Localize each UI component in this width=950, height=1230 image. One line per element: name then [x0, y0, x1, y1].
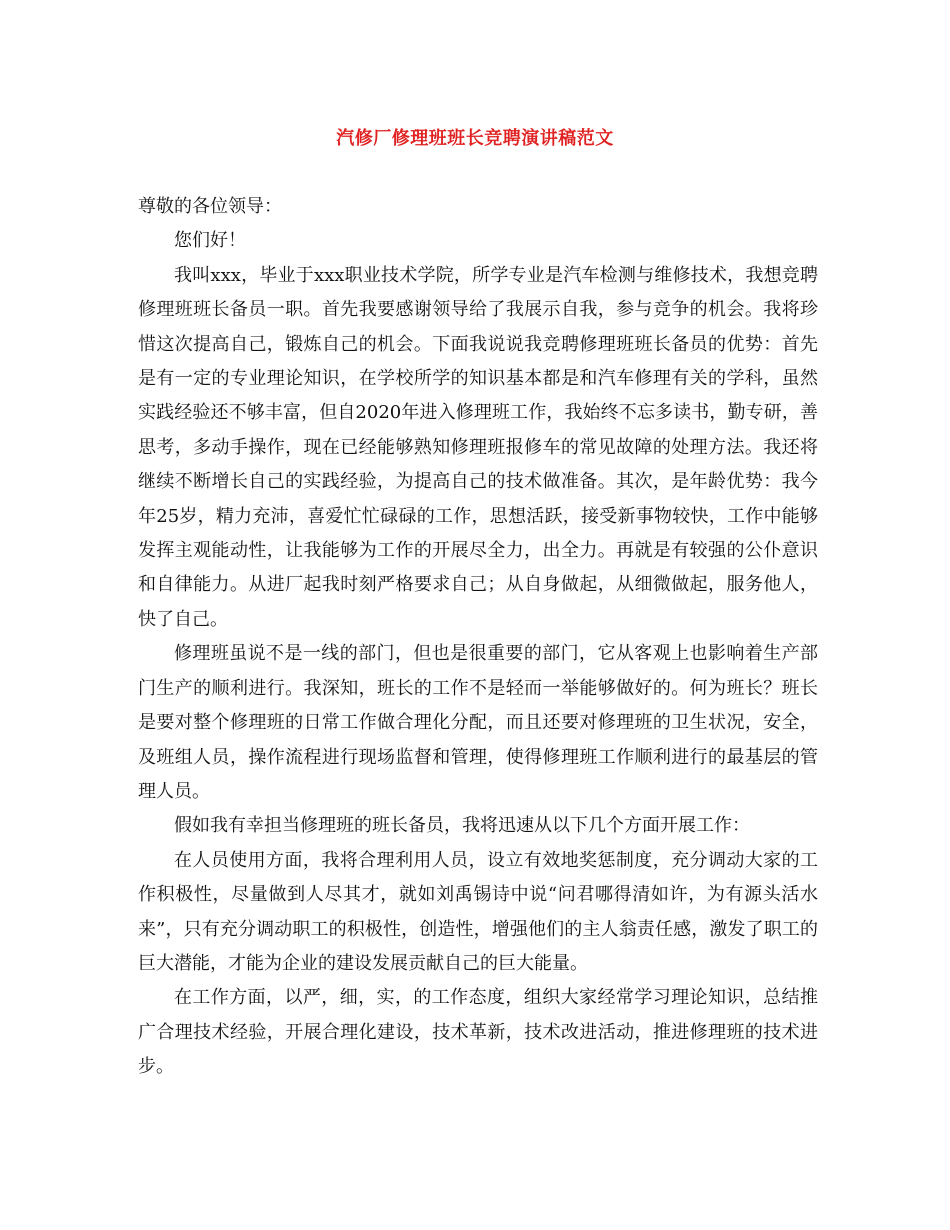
paragraph-greeting: 您们好！ [174, 230, 246, 252]
document-body [138, 190, 818, 1085]
salutation: 尊敬的各位领导： [138, 196, 282, 217]
paragraph-role-understanding: 修理班虽说不是一线的部门，但也是很重要的部门，它从客观上也影响着生产部门生产的顺利进行。我深知，班长的工作不是轻而一举能够做好的。何为班长？班长是要对整个修理班的日常工作做合理化分配，而且还要对修理班的卫生状况，安全，及班组人员，操作流程进行现场监督和管理，使得修理班工作顺利进行的最基层的管理人员。 [138, 643, 818, 802]
paragraph-personnel: 在人员使用方面，我将合理利用人员，设立有效地奖惩制度，充分调动大家的工作积极性，尽量做到人尽其才，就如刘禹锡诗中说“问君哪得清如许，为有源头活水来”，只有充分调动职工的积极性，创造性，增强他们的主人翁责任感，激发了职工的巨大潜能，才能为企业的建设发展贡献自己的巨大能量。 [138, 849, 818, 974]
paragraph-introduction: 我叫xxx，毕业于xxx职业技术学院，所学专业是汽车检测与维修技术，我想竞聘修理班班长备员一职。首先我要感谢领导给了我展示自我，参与竞争的机会。我将珍惜这次提高自己，锻炼自己的机会。下面我说说我竞聘修理班班长备员的优势：首先是有一定的专业理论知识，在学校所学的知识基本都是和汽车修理有关的学科，虽然实践经验还不够丰富，但自2020年进入修理班工作，我始终不忘多读书，勤专研，善思考，多动手操作，现在已经能够熟知修理班报修车的常见故障的处理方法。我还将继续不断增长自己的实践经验，为提高自己的技术做准备。其次，是年龄优势：我今年25岁，精力充沛，喜爱忙忙碌碌的工作，思想活跃，接受新事物较快，工作中能够发挥主观能动性，让我能够为工作的开展尽全力，出全力。再就是有较强的公仆意识和自律能力。从进厂起我时刻严格要求自己；从自身做起，从细微做起，服务他人，快了自己。 [138, 264, 818, 630]
paragraph-work: 在工作方面，以严，细，实，的工作态度，组织大家经常学习理论知识，总结推广合理技术经验，开展合理化建设，技术革新，技术改进活动，推进修理班的技术进步。 [138, 987, 818, 1078]
paragraph-plan-intro: 假如我有幸担当修理班的班长备员，我将迅速从以下几个方面开展工作： [174, 815, 750, 837]
document-title: 汽修厂修理班班长竞聘演讲稿范文 [336, 128, 614, 149]
